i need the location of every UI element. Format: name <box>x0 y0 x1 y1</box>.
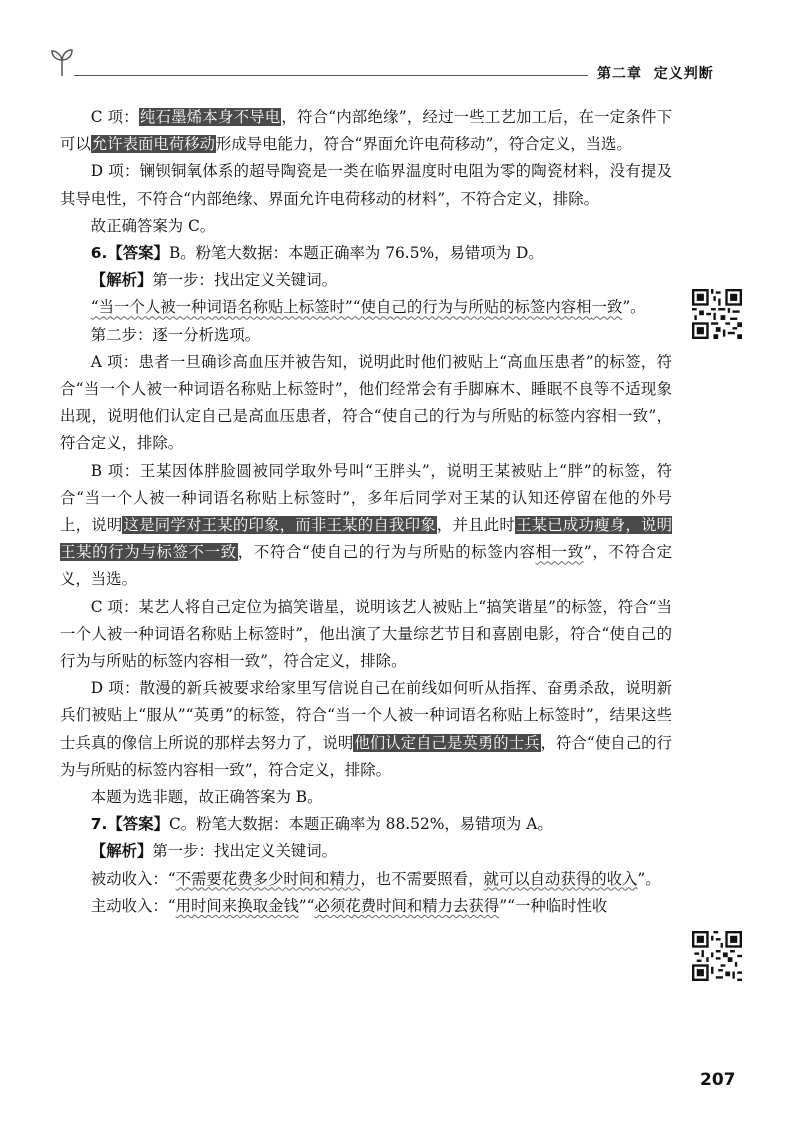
option-c: C 项：某艺人将自己定位为搞笑谐星，说明该艺人被贴上“搞笑谐星”的标签，符合“当一个人被一种词语名称贴上标签时”，他出演了大量综艺节目和喜剧电影，符合“使自己的行为与所贴的标签内容相一致”，符合定义，排除。 <box>60 597 672 671</box>
text-segment: ，并且此时 <box>436 516 515 535</box>
paragraph-conclusion-6: 本题为选非题，故正确答案为 B。 <box>90 788 323 807</box>
text-segment: ”，不符合定义，当选。 <box>60 543 672 589</box>
option-b <box>60 458 672 594</box>
analysis-tag: 【解析】 <box>90 842 153 861</box>
highlight: 纯石墨烯本身不导电 <box>139 108 281 126</box>
definition-passive-income <box>60 866 672 893</box>
answer-tag: 【答案】 <box>107 244 169 263</box>
page-header <box>0 0 800 90</box>
chapter-title <box>597 63 714 83</box>
paragraph-d-option: D 项：镧钡铜氧体系的超导陶瓷是一类在临界温度时电阻为零的陶瓷材料，没有提及其导电性，不符合“内部绝缘、界面允许电荷移动的材料”，不符合定义，排除。 <box>60 162 672 208</box>
text-segment: ，不符合“使自己的行为与所贴的标签内容 <box>237 543 536 562</box>
question-number: 7. <box>90 815 108 834</box>
text-segment: ”。 <box>637 869 661 888</box>
text-segment: ，也不需要照看， <box>360 869 484 888</box>
wavy-underline: 相一致 <box>535 543 584 562</box>
text-segment: 主动收入：“ <box>90 896 176 915</box>
text-segment: D 项：散漫的新兵被要求给家里写信说自己在前线如何听从指挥、奋勇杀敌，说明新兵们被贴上“服从”“英勇”的标签，符合“当一个人被一种词语名称贴上标签时”，结果这些士兵真的像信上所说的那样去努力了，说明 <box>60 679 672 752</box>
option-d <box>60 675 672 784</box>
analysis-text: 第一步：找出定义关键词。 <box>152 842 338 861</box>
step-two: 第二步：逐一分析选项。 <box>90 325 261 344</box>
paragraph-conclusion: 故正确答案为 C。 <box>90 216 216 235</box>
wavy-underline: 不需要花费多少时间和精力 <box>175 869 361 888</box>
answer-7 <box>60 811 672 838</box>
question-number: 6. <box>90 244 108 263</box>
text-segment: C 项： <box>90 108 139 126</box>
analysis-tag: 【解析】 <box>90 271 153 290</box>
text-segment: ”“一种临时性收 <box>499 896 608 915</box>
text-segment: ”“ <box>298 896 315 915</box>
analysis-7 <box>60 838 672 865</box>
chapter-number: 第二章 <box>597 66 642 82</box>
text-segment: ，符合“内部绝缘”，经过一些工艺加工后，在一定条件下可以 <box>60 108 672 154</box>
answer-6 <box>60 240 672 267</box>
text-segment: B 项：王某因体胖脸圆被同学取外号叫“王胖头”，说明王某被贴上“胖”的标签，符合“当一个人被一种词语名称贴上标签时”，多年后同学对王某的认知还停留在他的外号上，说明 <box>60 461 672 535</box>
chapter-section: 定义判断 <box>653 66 714 82</box>
definition-keywords-6 <box>60 294 672 321</box>
answer-text: B。粉笔大数据：本题正确率为 76.5%，易错项为 D。 <box>168 244 544 263</box>
wavy-underline: “当一个人被一种词语名称贴上标签时”“使自己的行为与所贴的标签内容相 <box>90 298 592 317</box>
answer-tag: 【答案】 <box>107 815 169 834</box>
body-text <box>60 104 672 920</box>
sprout-icon <box>48 46 76 78</box>
text-segment: ”。 <box>622 298 646 317</box>
option-a: A 项：患者一旦确诊高血压并被告知，说明此时他们被贴上“高血压患者”的标签，符合“当一个人被一种词语名称贴上标签时”，他们经常会有手脚麻木、睡眠不良等不适现象出现，说明他们认定自己是高血压患者，符合“使自己的行为与所贴的标签内容相一致”，符合定义，排除。 <box>60 352 672 453</box>
highlight: 他们认定自己是英勇的士兵 <box>354 733 540 752</box>
highlight: 允许表面电荷移动 <box>91 135 215 154</box>
qr-code-icon[interactable] <box>692 931 742 981</box>
definition-active-income <box>60 893 672 920</box>
analysis-text: 第一步：找出定义关键词。 <box>152 271 338 290</box>
wavy-underline: 必须花费时间和精力去获得 <box>314 896 500 915</box>
wavy-underline: 用时间来换取金钱 <box>175 896 299 915</box>
text-segment: ，符合“使自己的行为与所贴的标签内容相一致”，符合定义，排除。 <box>60 733 672 779</box>
highlight: 王某已成功瘦身，说明王某的行为与标签不一致 <box>60 516 672 562</box>
answer-text: C。粉笔大数据：本题正确率为 88.52%，易错项为 A。 <box>168 815 553 834</box>
page-number: 207 <box>700 1070 736 1090</box>
qr-code-icon[interactable] <box>692 289 742 339</box>
wavy-underline: 就可以自动获得的收入 <box>483 869 638 888</box>
header-rule <box>74 75 588 76</box>
analysis-6 <box>60 267 672 294</box>
text-segment: 被动收入：“ <box>90 869 176 888</box>
paragraph-c-option <box>60 104 672 158</box>
highlight: 这是同学对王某的印象，而非王某的自我印象 <box>123 516 436 535</box>
wavy-underline: 一致 <box>591 298 623 317</box>
text-segment: 形成导电能力，符合“界面允许电荷移动”，符合定义，当选。 <box>215 135 632 154</box>
